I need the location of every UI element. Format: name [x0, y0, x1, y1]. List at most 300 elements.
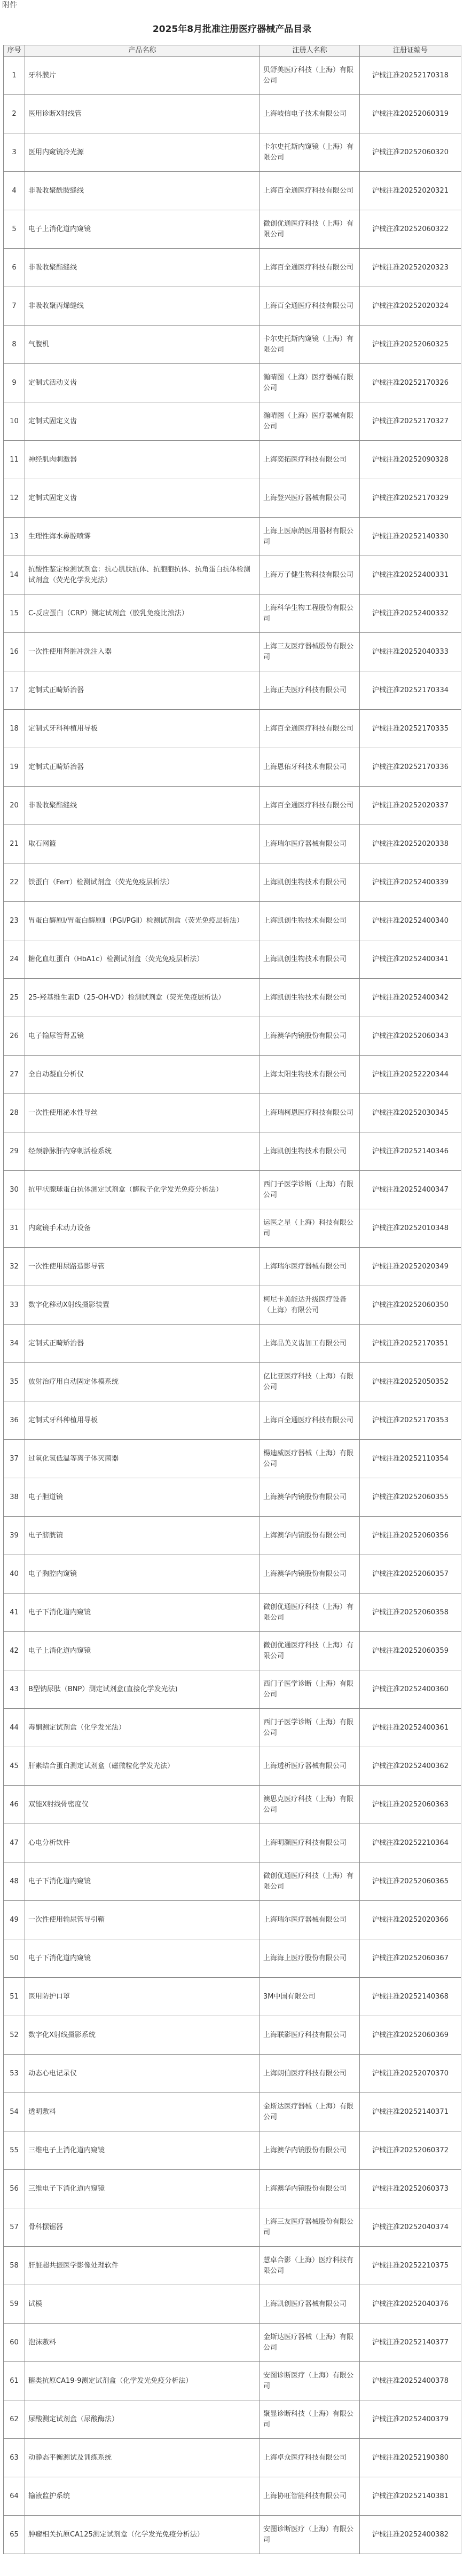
row-number: 21 — [4, 825, 25, 863]
row-number: 7 — [4, 287, 25, 326]
product-name: 非吸收聚酰胺缝线 — [25, 172, 260, 210]
registration-number: 沪械注准20252060372 — [360, 2131, 461, 2170]
registrant-name: 西门子医学诊断（上海）有限公司 — [260, 1709, 360, 1747]
registrant-name: 瀚晴图（上海）医疗器械有限公司 — [260, 402, 360, 441]
table-row — [4, 1901, 461, 1939]
product-name: 泡沫敷料 — [25, 2324, 260, 2362]
registration-number: 沪械注准20252060373 — [360, 2170, 461, 2208]
table-row — [4, 2516, 461, 2554]
table-row — [4, 825, 461, 863]
registrant-name: 上海凯创生物技术有限公司 — [260, 863, 360, 902]
registrant-name: 上海明灏医疗科技有限公司 — [260, 1824, 360, 1862]
row-number: 12 — [4, 479, 25, 518]
product-name: 透明敷料 — [25, 2093, 260, 2131]
product-name: 电子输尿管肾盂镜 — [25, 1017, 260, 1056]
registrant-name: 上海百全通医疗科技有限公司 — [260, 1401, 360, 1440]
registrant-name: 金斯达医疗器械（上海）有限公司 — [260, 2093, 360, 2131]
product-name: 三维电子上消化道内窥镜 — [25, 2131, 260, 2170]
row-number: 8 — [4, 326, 25, 364]
product-name: 全自动凝血分析仪 — [25, 1056, 260, 1094]
product-name: 肝脏超共振医学影像处理软件 — [25, 2247, 260, 2285]
product-name: 定制式活动义齿 — [25, 364, 260, 402]
registration-number: 沪械注准20252140346 — [360, 1132, 461, 1171]
registration-number: 沪械注准20252020321 — [360, 172, 461, 210]
table-body — [4, 57, 461, 2554]
row-number: 44 — [4, 1709, 25, 1747]
table-row — [4, 1747, 461, 1786]
product-name: C-反应蛋白（CRP）测定试剂盒（胶乳免疫比浊法） — [25, 595, 260, 633]
registration-number: 沪械注准20252170353 — [360, 1401, 461, 1440]
table-row — [4, 1132, 461, 1171]
registration-number: 沪械注准20252400361 — [360, 1709, 461, 1747]
registration-number: 沪械注准20252040374 — [360, 2208, 461, 2247]
row-number: 30 — [4, 1171, 25, 1209]
header-product-name: 产品名称 — [25, 45, 260, 57]
row-number: 16 — [4, 633, 25, 671]
row-number: 64 — [4, 2477, 25, 2516]
registration-number: 沪械注准20252050352 — [360, 1363, 461, 1401]
registration-number: 沪械注准20252020349 — [360, 1248, 461, 1286]
product-name: 尿酸测定试剂盒（尿酸酶法） — [25, 2400, 260, 2439]
table-row — [4, 2439, 461, 2477]
row-number: 15 — [4, 595, 25, 633]
product-name: 定制式牙科种植用导板 — [25, 1401, 260, 1440]
registrant-name: 上海百全通医疗科技有限公司 — [260, 249, 360, 287]
registrant-name: 金斯达医疗器械（上海）有限公司 — [260, 2324, 360, 2362]
table-row — [4, 2285, 461, 2324]
registrant-name: 上海岐信电子技术有限公司 — [260, 95, 360, 133]
product-name: 过氧化氢低温等离子体灭菌器 — [25, 1440, 260, 1478]
table-row — [4, 1440, 461, 1478]
row-number: 13 — [4, 518, 25, 556]
registrant-name: 柯尼卡美能达升级医疗设备（上海）有限公司 — [260, 1286, 360, 1325]
row-number: 11 — [4, 441, 25, 479]
registrant-name: 上海瑞尔医疗器械有限公司 — [260, 1248, 360, 1286]
registrant-name: 上海上医康鸽医用器材有限公司 — [260, 518, 360, 556]
registrant-name: 上海澳华内镜股份有限公司 — [260, 2131, 360, 2170]
table-row — [4, 1478, 461, 1517]
product-name: 内窥镜手术动力设备 — [25, 1209, 260, 1248]
row-number: 35 — [4, 1363, 25, 1401]
registrant-name: 微创优通医疗科技（上海）有限公司 — [260, 1632, 360, 1670]
product-name: 生理性海水鼻腔喷雾 — [25, 518, 260, 556]
product-name: 医用内窥镜冷光源 — [25, 133, 260, 172]
table-row — [4, 2016, 461, 2055]
row-number: 14 — [4, 556, 25, 595]
product-table — [3, 45, 461, 2554]
table-row — [4, 2131, 461, 2170]
product-name: 输液监护系统 — [25, 2477, 260, 2516]
registration-number: 沪械注准20252060358 — [360, 1594, 461, 1632]
registration-number: 沪械注准20252170329 — [360, 479, 461, 518]
registrant-name: 上海三友医疗器械股份有限公司 — [260, 2208, 360, 2247]
row-number: 47 — [4, 1824, 25, 1862]
row-number: 26 — [4, 1017, 25, 1056]
table-row — [4, 133, 461, 172]
registrant-name: 上海品美义齿加工有限公司 — [260, 1325, 360, 1363]
registrant-name: 微创优通医疗科技（上海）有限公司 — [260, 1862, 360, 1901]
table-row — [4, 1056, 461, 1094]
registrant-name: 上海登兴医疗器械有限公司 — [260, 479, 360, 518]
registration-number: 沪械注准20252170326 — [360, 364, 461, 402]
registrant-name: 上海凯创医疗器械有限公司 — [260, 2285, 360, 2324]
registration-number: 沪械注准20252040333 — [360, 633, 461, 671]
product-name: 双能X射线骨密度仪 — [25, 1786, 260, 1824]
table-row — [4, 1709, 461, 1747]
table-row — [4, 1286, 461, 1325]
table-row — [4, 1017, 461, 1056]
product-name: 铁蛋白（Ferr）检测试剂盒（荧光免疫层析法） — [25, 863, 260, 902]
registrant-name: 上海百全通医疗科技有限公司 — [260, 287, 360, 326]
table-row — [4, 287, 461, 326]
product-name: 一次性使用肾脏冲洗注入器 — [25, 633, 260, 671]
row-number: 60 — [4, 2324, 25, 2362]
registration-number: 沪械注准20252020337 — [360, 787, 461, 825]
registrant-name: 3M中国有限公司 — [260, 1978, 360, 2016]
registrant-name: 西门子医学诊断（上海）有限公司 — [260, 1171, 360, 1209]
table-row — [4, 2208, 461, 2247]
registration-number: 沪械注准20252400382 — [360, 2516, 461, 2554]
row-number: 29 — [4, 1132, 25, 1171]
product-name: 电子膀胱镜 — [25, 1517, 260, 1555]
table-row — [4, 979, 461, 1017]
row-number: 59 — [4, 2285, 25, 2324]
registration-number: 沪械注准20252060350 — [360, 1286, 461, 1325]
table-row — [4, 1401, 461, 1440]
registrant-name: 上海万子健生物科技有限公司 — [260, 556, 360, 595]
registrant-name: 瀚晴图（上海）医疗器械有限公司 — [260, 364, 360, 402]
product-name: 牙科膜片 — [25, 57, 260, 95]
table-row — [4, 210, 461, 249]
table-row — [4, 2093, 461, 2131]
product-name: 非吸收聚丙烯缝线 — [25, 287, 260, 326]
registrant-name: 上海恩佑牙科技术有限公司 — [260, 748, 360, 787]
product-name: 动静态平衡测试及训练系统 — [25, 2439, 260, 2477]
row-number: 9 — [4, 364, 25, 402]
registration-number: 沪械注准20252170318 — [360, 57, 461, 95]
registration-number: 沪械注准20252400347 — [360, 1171, 461, 1209]
table-row — [4, 1555, 461, 1594]
registrant-name: 贝舒美医疗科技（上海）有限公司 — [260, 57, 360, 95]
row-number: 3 — [4, 133, 25, 172]
product-name: 气腹机 — [25, 326, 260, 364]
registrant-name: 上海海上医疗股份有限公司 — [260, 1939, 360, 1978]
row-number: 18 — [4, 710, 25, 748]
table-row — [4, 1209, 461, 1248]
table-row — [4, 95, 461, 133]
row-number: 40 — [4, 1555, 25, 1594]
page-title: 2025年8月批准注册医疗器械产品目录 — [152, 24, 312, 35]
table-header-row — [4, 45, 461, 57]
table-row — [4, 249, 461, 287]
registrant-name: 慧卓合影（上海）医疗科技有限公司 — [260, 2247, 360, 2285]
product-name: 抗甲状腺球蛋白抗体测定试剂盒（酶粒子化学发光免疫分析法） — [25, 1171, 260, 1209]
registrant-name: 上海凯创生物技术有限公司 — [260, 902, 360, 940]
product-name: 电子胆道镜 — [25, 1478, 260, 1517]
registration-number: 沪械注准20252210375 — [360, 2247, 461, 2285]
product-name: 糖类抗原CA19-9测定试剂盒（化学发光免疫分析法） — [25, 2362, 260, 2400]
product-name: 一次性使用输尿管导引鞘 — [25, 1901, 260, 1939]
registration-number: 沪械注准20252020366 — [360, 1901, 461, 1939]
product-name: 骨科摆锯器 — [25, 2208, 260, 2247]
product-name: 定制式固定义齿 — [25, 479, 260, 518]
table-row — [4, 364, 461, 402]
table-row — [4, 1862, 461, 1901]
registration-number: 沪械注准20252060359 — [360, 1632, 461, 1670]
registrant-name: 上海澳华内镜股份有限公司 — [260, 1478, 360, 1517]
registration-number: 沪械注准20252060343 — [360, 1017, 461, 1056]
table-row — [4, 1670, 461, 1709]
registrant-name: 聚显诊断科技（上海）有限公司 — [260, 2400, 360, 2439]
table-row — [4, 1824, 461, 1862]
registrant-name: 上海联影医疗科技有限公司 — [260, 2016, 360, 2055]
table-row — [4, 2362, 461, 2400]
registration-number: 沪械注准20252060322 — [360, 210, 461, 249]
row-number: 25 — [4, 979, 25, 1017]
product-name: 数字化X射线摄影系统 — [25, 2016, 260, 2055]
registrant-name: 上海澳华内镜股份有限公司 — [260, 1017, 360, 1056]
row-number: 28 — [4, 1094, 25, 1132]
table-row — [4, 1632, 461, 1670]
table-row — [4, 57, 461, 95]
registrant-name: 上海卓众医疗科技有限公司 — [260, 2439, 360, 2477]
registration-number: 沪械注准20252170334 — [360, 671, 461, 710]
product-name: 心电分析软件 — [25, 1824, 260, 1862]
registration-number: 沪械注准20252060365 — [360, 1862, 461, 1901]
table-row — [4, 518, 461, 556]
registration-number: 沪械注准20252040376 — [360, 2285, 461, 2324]
registration-number: 沪械注准20252070370 — [360, 2055, 461, 2093]
table-row — [4, 1517, 461, 1555]
registrant-name: 上海百全通医疗科技有限公司 — [260, 172, 360, 210]
table-row — [4, 2055, 461, 2093]
table-row — [4, 2324, 461, 2362]
table-row — [4, 172, 461, 210]
product-name: 数字化移动X射线摄影装置 — [25, 1286, 260, 1325]
row-number: 55 — [4, 2131, 25, 2170]
registration-number: 沪械注准20252030345 — [360, 1094, 461, 1132]
registrant-name: 上海科华生物工程股份有限公司 — [260, 595, 360, 633]
table-row — [4, 710, 461, 748]
row-number: 41 — [4, 1594, 25, 1632]
product-name: 肿瘤相关抗原CA125测定试剂盒（化学发光免疫分析法） — [25, 2516, 260, 2554]
table-row — [4, 556, 461, 595]
registration-number: 沪械注准20252060363 — [360, 1786, 461, 1824]
registration-number: 沪械注准20252400340 — [360, 902, 461, 940]
product-name: 非吸收聚酯缝线 — [25, 249, 260, 287]
product-name: 定制式正畸矫治器 — [25, 671, 260, 710]
product-name: 25-羟基维生素D（25-OH-VD）检测试剂盒（荧光免疫层析法） — [25, 979, 260, 1017]
registration-number: 沪械注准20252400378 — [360, 2362, 461, 2400]
table-row — [4, 326, 461, 364]
registration-number: 沪械注准20252060325 — [360, 326, 461, 364]
registration-number: 沪械注准20252060357 — [360, 1555, 461, 1594]
table-row — [4, 479, 461, 518]
row-number: 58 — [4, 2247, 25, 2285]
registrant-name: 上海凯创生物技术有限公司 — [260, 979, 360, 1017]
table-row — [4, 441, 461, 479]
registrant-name: 微创优通医疗科技（上海）有限公司 — [260, 1594, 360, 1632]
product-name: 毒酮测定试剂盒（化学发光法） — [25, 1709, 260, 1747]
registration-number: 沪械注准20252400339 — [360, 863, 461, 902]
registration-number: 沪械注准20252140377 — [360, 2324, 461, 2362]
registrant-name: 卡尔史托斯内窥镜（上海）有限公司 — [260, 133, 360, 172]
registrant-name: 卡尔史托斯内窥镜（上海）有限公司 — [260, 326, 360, 364]
product-name: 电子胸腔内窥镜 — [25, 1555, 260, 1594]
header-reg-no: 注册证编号 — [360, 45, 461, 57]
registration-number: 沪械注准20252020324 — [360, 287, 461, 326]
registrant-name: 楊迪威医疗器械（上海）有限公司 — [260, 1440, 360, 1478]
registration-number: 沪械注准20252170335 — [360, 710, 461, 748]
registration-number: 沪械注准20252170351 — [360, 1325, 461, 1363]
registrant-name: 安图诊断医疗（上海）有限公司 — [260, 2516, 360, 2554]
registrant-name: 上海瑞尔医疗器械有限公司 — [260, 1901, 360, 1939]
product-name: 一次性使用泌水性导丝 — [25, 1094, 260, 1132]
table-row — [4, 1939, 461, 1978]
product-name: 一次性使用尿路造影导管 — [25, 1248, 260, 1286]
registration-number: 沪械注准20252020323 — [360, 249, 461, 287]
table-row — [4, 1325, 461, 1363]
registration-number: 沪械注准20252090328 — [360, 441, 461, 479]
row-number: 10 — [4, 402, 25, 441]
product-name: 电子下消化道内窥镜 — [25, 1862, 260, 1901]
table-row — [4, 2247, 461, 2285]
table-row — [4, 940, 461, 979]
registrant-name: 上海百全通医疗科技有限公司 — [260, 710, 360, 748]
row-number: 1 — [4, 57, 25, 95]
registrant-name: 上海澳华内镜股份有限公司 — [260, 1517, 360, 1555]
row-number: 49 — [4, 1901, 25, 1939]
registration-number: 沪械注准20252400362 — [360, 1747, 461, 1786]
table-row — [4, 595, 461, 633]
registrant-name: 安图诊断医疗（上海）有限公司 — [260, 2362, 360, 2400]
product-name: 医用防护口罩 — [25, 1978, 260, 2016]
table-row — [4, 1363, 461, 1401]
registration-number: 沪械注准20252060356 — [360, 1517, 461, 1555]
table-row — [4, 402, 461, 441]
registration-number: 沪械注准20252400341 — [360, 940, 461, 979]
table-row — [4, 2477, 461, 2516]
attachment-label: 附件 — [2, 1, 17, 10]
registrant-name: 亿比亚医疗科技（上海）有限公司 — [260, 1363, 360, 1401]
row-number: 56 — [4, 2170, 25, 2208]
row-number: 45 — [4, 1747, 25, 1786]
registration-number: 沪械注准20252110354 — [360, 1440, 461, 1478]
header-no: 序号 — [4, 45, 25, 57]
product-name: 电子下消化道内窥镜 — [25, 1939, 260, 1978]
row-number: 62 — [4, 2400, 25, 2439]
registration-number: 沪械注准20252400379 — [360, 2400, 461, 2439]
row-number: 34 — [4, 1325, 25, 1363]
product-name: 糖化血红蛋白（HbA1c）检测试剂盒（荧光免疫层析法） — [25, 940, 260, 979]
registration-number: 沪械注准20252400332 — [360, 595, 461, 633]
registrant-name: 上海瑞尔医疗器械有限公司 — [260, 825, 360, 863]
row-number: 36 — [4, 1401, 25, 1440]
product-name: 定制式正畸矫治器 — [25, 748, 260, 787]
table-row — [4, 1171, 461, 1209]
row-number: 57 — [4, 2208, 25, 2247]
registration-number: 沪械注准20252190380 — [360, 2439, 461, 2477]
registration-number: 沪械注准20252060369 — [360, 2016, 461, 2055]
registration-number: 沪械注准20252400360 — [360, 1670, 461, 1709]
table-row — [4, 1786, 461, 1824]
table-row — [4, 1094, 461, 1132]
row-number: 51 — [4, 1978, 25, 2016]
registrant-name: 微创优通医疗科技（上海）有限公司 — [260, 210, 360, 249]
registrant-name: 上海透析医疗器械有限公司 — [260, 1747, 360, 1786]
row-number: 42 — [4, 1632, 25, 1670]
registration-number: 沪械注准20252060320 — [360, 133, 461, 172]
product-name: 电子上消化道内窥镜 — [25, 1632, 260, 1670]
product-name: 试模 — [25, 2285, 260, 2324]
product-name: 神经肌肉刺激器 — [25, 441, 260, 479]
row-number: 46 — [4, 1786, 25, 1824]
row-number: 43 — [4, 1670, 25, 1709]
row-number: 63 — [4, 2439, 25, 2477]
row-number: 37 — [4, 1440, 25, 1478]
row-number: 53 — [4, 2055, 25, 2093]
registration-number: 沪械注准20252140368 — [360, 1978, 461, 2016]
row-number: 27 — [4, 1056, 25, 1094]
table-row — [4, 748, 461, 787]
registration-number: 沪械注准20252010348 — [360, 1209, 461, 1248]
registration-number: 沪械注准20252170336 — [360, 748, 461, 787]
row-number: 61 — [4, 2362, 25, 2400]
row-number: 54 — [4, 2093, 25, 2131]
registration-number: 沪械注准20252060319 — [360, 95, 461, 133]
row-number: 52 — [4, 2016, 25, 2055]
registrant-name: 上海凯创生物技术有限公司 — [260, 940, 360, 979]
registration-number: 沪械注准20252060367 — [360, 1939, 461, 1978]
registrant-name: 上海百全通医疗科技有限公司 — [260, 787, 360, 825]
row-number: 39 — [4, 1517, 25, 1555]
registration-number: 沪械注准20252140330 — [360, 518, 461, 556]
product-name: 放射治疗用自动固定体模系统 — [25, 1363, 260, 1401]
table-row — [4, 671, 461, 710]
registration-number: 沪械注准20252400342 — [360, 979, 461, 1017]
product-name: 经颈静脉肝内穿刺活检系统 — [25, 1132, 260, 1171]
row-number: 38 — [4, 1478, 25, 1517]
table-row — [4, 863, 461, 902]
product-name: 定制式正畸矫治器 — [25, 1325, 260, 1363]
product-name: 定制式牙科种植用导板 — [25, 710, 260, 748]
registrant-name: 西门子医学诊断（上海）有限公司 — [260, 1670, 360, 1709]
registrant-name: 运医之星（上海）科技有限公司 — [260, 1209, 360, 1248]
product-name: 电子上消化道内窥镜 — [25, 210, 260, 249]
registrant-name: 上海太阳生物技术有限公司 — [260, 1056, 360, 1094]
product-name: 非吸收聚酯缝线 — [25, 787, 260, 825]
registrant-name: 上海澳华内镜股份有限公司 — [260, 1555, 360, 1594]
product-name: 胃蛋白酶原Ⅰ/胃蛋白酶原Ⅱ（PGⅠ/PGⅡ）检测试剂盒（荧光免疫层析法） — [25, 902, 260, 940]
table-row — [4, 2170, 461, 2208]
registrant-name: 上海瑞柯恩医疗科技有限公司 — [260, 1094, 360, 1132]
product-name: 电子下消化道内窥镜 — [25, 1594, 260, 1632]
product-name: 定制式固定义齿 — [25, 402, 260, 441]
registration-number: 沪械注准20252220344 — [360, 1056, 461, 1094]
registrant-name: 上海澳华内镜股份有限公司 — [260, 2170, 360, 2208]
row-number: 17 — [4, 671, 25, 710]
table-row — [4, 1594, 461, 1632]
row-number: 20 — [4, 787, 25, 825]
row-number: 5 — [4, 210, 25, 249]
registration-number: 沪械注准20252060355 — [360, 1478, 461, 1517]
row-number: 48 — [4, 1862, 25, 1901]
header-registrant: 注册人名称 — [260, 45, 360, 57]
table-row — [4, 787, 461, 825]
product-name: 取石网篮 — [25, 825, 260, 863]
row-number: 31 — [4, 1209, 25, 1248]
table-row — [4, 2400, 461, 2439]
